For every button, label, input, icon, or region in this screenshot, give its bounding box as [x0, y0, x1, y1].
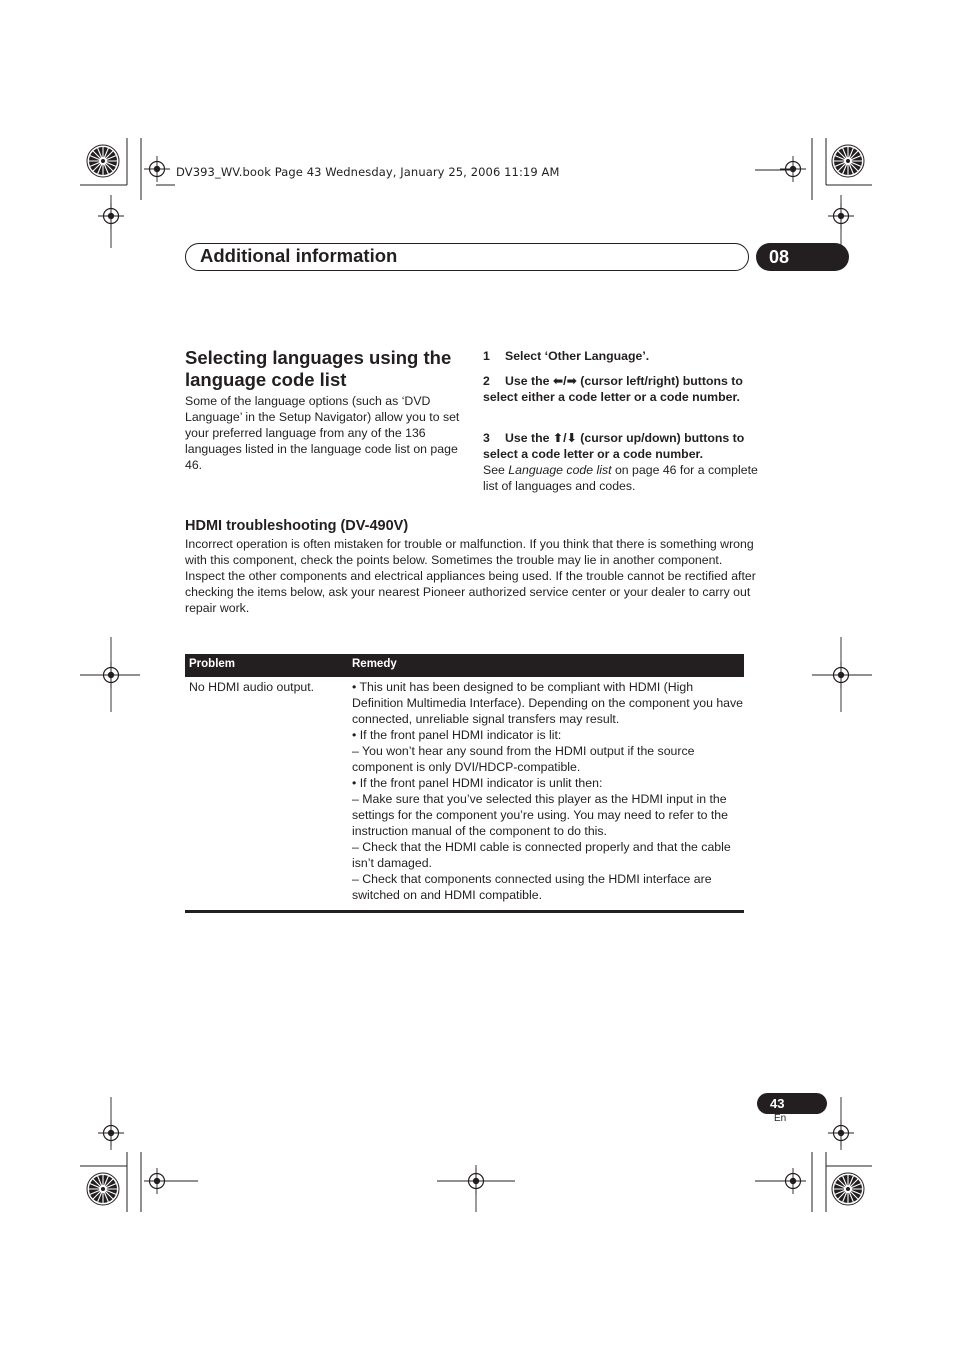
table-header-row — [185, 654, 744, 677]
step-3 — [483, 430, 763, 462]
remedy-line: – Check that components connected using the HDMI interface are switched on and HDMI compatible. — [352, 872, 712, 902]
step-text-cont: (cursor left/right) buttons to select either a code letter or a code number. — [483, 374, 743, 404]
remedy-line: – Make sure that you’ve selected this player as the HDMI input in the settings for the component you’re using. You may need to refer to the instruction manual of the component to do this. — [352, 792, 728, 838]
remedy-line: – You won’t hear any sound from the HDMI output if the source component is only DVI/HDCP-compatible. — [352, 744, 695, 774]
starburst-target-icon — [87, 1173, 119, 1205]
up-down-arrow-icon: ⬆/⬇ — [552, 431, 577, 445]
remedy-line: • If the front panel HDMI indicator is unlit then: — [352, 776, 603, 790]
registration-mark-icon — [144, 156, 170, 182]
table-cell-problem: No HDMI audio output. — [189, 680, 315, 694]
column-header-remedy: Remedy — [352, 658, 397, 670]
starburst-target-icon — [832, 145, 864, 177]
section-intro-hdmi: Incorrect operation is often mistaken for trouble or malfunction. If you think that there is something wrong with this component, check the points below. Sometimes the trouble may lie in another component. Inspect the other components and electrical appliances being used. If the trouble cannot be rectified after checking the items below, ask your nearest Pioneer authorized service center or your dealer to carry out repair work. — [185, 537, 756, 615]
remedy-line: • If the front panel HDMI indicator is lit: — [352, 728, 562, 742]
page-number-badge — [757, 1093, 827, 1114]
language-code: En — [774, 1113, 787, 1124]
column-header-problem: Problem — [189, 658, 236, 670]
starburst-target-icon — [832, 1173, 864, 1205]
page-number: 43 — [770, 1096, 785, 1111]
step-2 — [483, 373, 763, 405]
section-intro-languages: Some of the language options (such as ‘DVD Language’ in the Setup Navigator) allow you to set your preferred language from any of the 136 languages listed in the language code list on page 46. — [185, 394, 460, 472]
step-text: Use the — [505, 374, 553, 388]
cross-reference-link: Language code list — [508, 463, 612, 477]
chapter-number-badge — [756, 243, 849, 271]
step-text: Use the — [505, 431, 553, 445]
step-number: 2 — [483, 374, 490, 388]
registration-mark-icon — [780, 1168, 806, 1194]
print-header: DV393_WV.book Page 43 Wednesday, January 25, 2006 11:19 AM — [176, 165, 560, 179]
step-number: 3 — [483, 431, 490, 445]
registration-mark-icon — [144, 1168, 170, 1194]
left-right-arrow-icon: ⬅/➡ — [552, 374, 577, 388]
troubleshooting-table — [185, 654, 744, 913]
section-title-languages: Selecting languages using the language code list — [185, 347, 452, 390]
registration-mark-icon — [780, 156, 806, 182]
chapter-number: 08 — [769, 247, 790, 267]
note-text: See — [483, 463, 509, 477]
step-text-cont: (cursor up/down) buttons to select a code letter or a code number. — [483, 431, 745, 461]
note-text-cont: on page 46 for a complete list of languages and codes. — [483, 463, 758, 493]
step-text: Select ‘Other Language’. — [505, 349, 650, 363]
chapter-title: Additional information — [200, 245, 398, 266]
remedy-line: – Check that the HDMI cable is connected properly and that the cable isn’t damaged. — [352, 840, 731, 870]
starburst-target-icon — [87, 145, 119, 177]
step-note — [483, 462, 758, 494]
remedy-line: • This unit has been designed to be compliant with HDMI (High Definition Multimedia Interface). Depending on the component you have connected, unreliable signal transfers may result. — [352, 680, 744, 726]
table-cell-remedy — [352, 679, 744, 903]
step-number: 1 — [483, 349, 490, 363]
section-title-hdmi: HDMI troubleshooting (DV-490V) — [185, 518, 409, 534]
step-1 — [483, 348, 768, 364]
